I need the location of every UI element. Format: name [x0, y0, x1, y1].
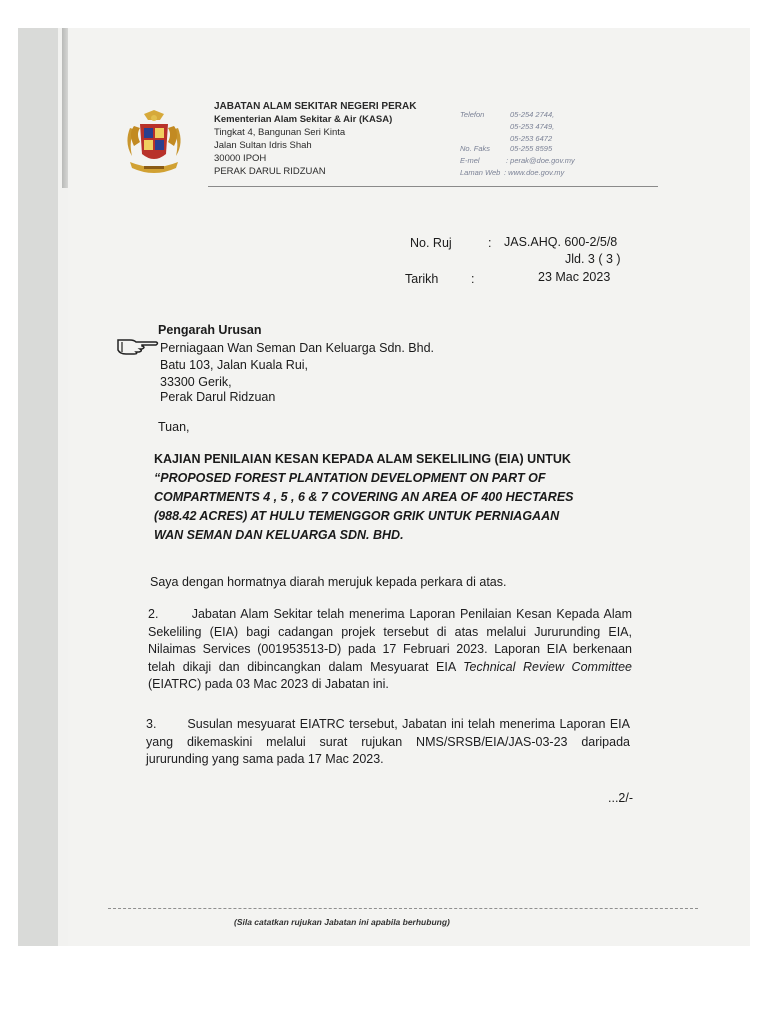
- dept-name: JABATAN ALAM SEKITAR NEGERI PERAK: [214, 101, 417, 112]
- date-value: 23 Mac 2023: [538, 270, 611, 284]
- date-label: Tarikh: [405, 272, 439, 286]
- recipient-line-4: Perak Darul Ridzuan: [160, 390, 276, 404]
- recipient-line-3: 33300 Gerik,: [160, 375, 232, 389]
- paragraph-3-number: 3.: [146, 717, 157, 731]
- address-line-4: PERAK DARUL RIDZUAN: [214, 166, 326, 177]
- paragraph-2-italic: Technical Review Committee: [463, 659, 632, 674]
- intro-paragraph: Saya dengan hormatnya diarah merujuk kepada perkara di atas.: [150, 575, 507, 589]
- ministry-name: Kementerian Alam Sekitar & Air (KASA): [214, 114, 393, 125]
- header-rule: [208, 186, 658, 187]
- subject-line-1: KAJIAN PENILAIAN KESAN KEPADA ALAM SEKELILING (EIA) UNTUK: [154, 452, 571, 466]
- coat-of-arms-icon: [122, 108, 186, 180]
- subject-line-2: “PROPOSED FOREST PLANTATION DEVELOPMENT ON PART OF: [154, 471, 546, 485]
- address-line-1: Tingkat 4, Bangunan Seri Kinta: [214, 127, 346, 138]
- paragraph-2-number: 2.: [148, 607, 159, 621]
- subject-line-3: COMPARTMENTS 4 , 5 , 6 & 7 COVERING AN AREA OF 400 HECTARES: [154, 490, 574, 504]
- paragraph-3: [146, 716, 630, 769]
- background-surface: [18, 28, 58, 946]
- tel-label: Telefon: [460, 110, 485, 119]
- paragraph-2: [148, 606, 632, 694]
- ref-colon: :: [488, 236, 492, 250]
- scanned-photo: [18, 28, 750, 946]
- date-colon: :: [471, 272, 475, 286]
- footer-note: (Sila catatkan rujukan Jabatan ini apabila berhubung): [234, 917, 450, 927]
- recipient-title: Pengarah Urusan: [158, 323, 262, 337]
- web-label: Laman Web: [460, 168, 501, 177]
- paragraph-2-tail: (EIATRC) pada 03 Mac 2023 di Jabatan ini.: [148, 677, 389, 691]
- salutation: Tuan,: [158, 420, 190, 434]
- fax-label: No. Faks: [460, 144, 491, 153]
- paragraph-3-text: Susulan mesyuarat EIATRC tersebut, Jabatan ini telah menerima Laporan EIA yang dikemaskini melalui surat rujukan NMS/SRSB/EIA/JAS-03-23 daripada jururunding yang sama pada 17 Mac 2023.: [146, 717, 630, 766]
- tel-value-1: 05-254 2744,: [510, 110, 555, 119]
- address-line-2: Jalan Sultan Idris Shah: [214, 140, 312, 151]
- email-label: E-mel: [460, 156, 480, 165]
- ref-jld: Jld. 3 ( 3 ): [565, 252, 621, 266]
- paragraph-2-text: Jabatan Alam Sekitar telah menerima Laporan Penilaian Kesan Kepada Alam Sekeliling (EIA) bagi cadangan projek tersebut di atas melalui Jururunding EIA, Nilaimas Services (001953513-D) pada 17 Februari 2023. Laporan EIA berkenaan telah dikaji dan dibincangkan dalam Mesyuarat EIA: [148, 607, 632, 674]
- recipient-line-2: Batu 103, Jalan Kuala Rui,: [160, 358, 309, 372]
- ref-value: JAS.AHQ. 600-2/5/8: [504, 235, 618, 249]
- recipient-line-1: Perniagaan Wan Seman Dan Keluarga Sdn. Bhd.: [160, 341, 435, 355]
- page-continuation: ...2/-: [608, 791, 634, 805]
- web-value: : www.doe.gov.my: [504, 168, 565, 177]
- email-value: : perak@doe.gov.my: [506, 156, 575, 165]
- fax-value: 05-255 8595: [510, 144, 553, 153]
- footer-rule: [108, 908, 698, 909]
- letter-page: [68, 28, 750, 946]
- subject-line-5: WAN SEMAN DAN KELUARGA SDN. BHD.: [154, 528, 404, 542]
- tel-value-3: 05-253 6472: [510, 134, 553, 143]
- address-line-3: 30000 IPOH: [214, 153, 267, 164]
- tel-value-2: 05-253 4749,: [510, 122, 555, 131]
- pointing-hand-icon: [116, 336, 160, 356]
- ref-label: No. Ruj: [410, 236, 452, 250]
- subject-line-4: (988.42 ACRES) AT HULU TEMENGGOR GRIK UNTUK PERNIAGAAN: [154, 509, 560, 523]
